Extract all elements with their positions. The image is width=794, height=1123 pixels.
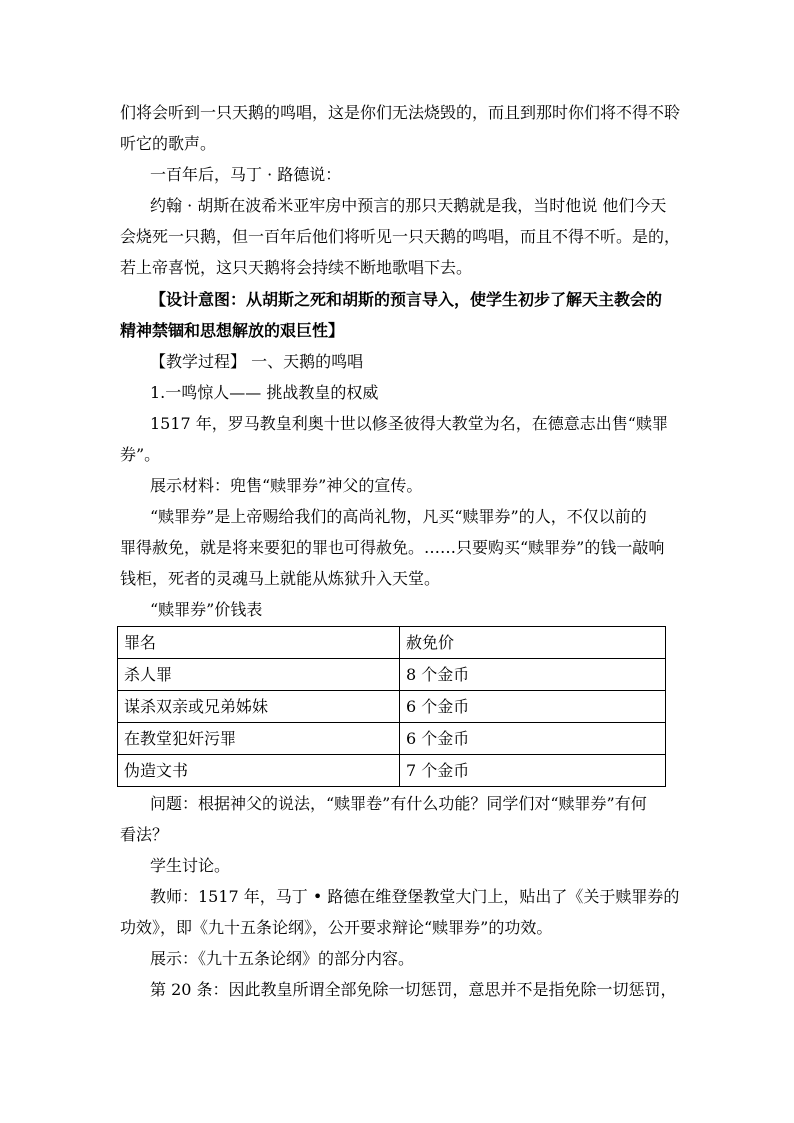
paragraph-line: 1517 年，罗马教皇利奥十世以修圣彼得大教堂为名，在德意志出售“赎罪	[150, 414, 668, 433]
paragraph-line: 券”。	[120, 445, 161, 464]
table-cell: 6 个金币	[400, 691, 666, 723]
quote-line: 钱柜，死者的灵魂马上就能从炼狱升入天堂。	[120, 569, 441, 588]
question-line: 看法？	[120, 825, 169, 844]
table-header-row	[118, 627, 666, 659]
table-row	[118, 755, 666, 787]
paragraph-line: 展示材料：兜售“赎罪券”神父的宣传。	[150, 476, 423, 495]
paragraph-line: 一百年后，马丁 · 路德说：	[150, 165, 342, 184]
quote-line: 约翰 · 胡斯在波希米亚牢房中预言的那只天鹅就是我，当时他说 他们今天	[150, 196, 667, 215]
price-table	[117, 626, 666, 787]
quote-line: 罪得赦免，就是将来要犯的罪也可得赦免。……只要购买“赎罪券”的钱一敲响	[120, 538, 665, 557]
subsection-heading: 1.一鸣惊人—— 挑战教皇的权威	[150, 383, 379, 402]
table-caption: “赎罪券”价钱表	[150, 600, 263, 619]
table-row	[118, 723, 666, 755]
paragraph-line: 第 20 条：因此教皇所谓全部免除一切惩罚，意思并不是指免除一切惩罚，	[150, 980, 677, 999]
quote-line: 若上帝喜悦，这只天鹅将会持续不断地歌唱下去。	[120, 258, 473, 277]
table-cell: 在教堂犯奸污罪	[118, 723, 400, 755]
quote-line: “赎罪券”是上帝赐给我们的高尚礼物，凡买“赎罪券”的人，不仅以前的	[150, 507, 647, 526]
paragraph-line: 功效》，即《九十五条论纲》，公开要求辩论“赎罪券”的功效。	[120, 918, 553, 937]
paragraph-line: 学生讨论。	[150, 856, 231, 875]
paragraph-line: 听它的歌声。	[120, 134, 217, 153]
table-cell: 6 个金币	[400, 723, 666, 755]
table-row	[118, 691, 666, 723]
design-intent-line: 【设计意图：从胡斯之死和胡斯的预言导入，使学生初步了解天主教会的	[150, 290, 663, 309]
design-intent-line: 精神禁锢和思想解放的艰巨性】	[120, 321, 345, 340]
table-cell: 谋杀双亲或兄弟姊妹	[118, 691, 400, 723]
table-row	[118, 659, 666, 691]
table-cell: 杀人罪	[118, 659, 400, 691]
table-cell: 8 个金币	[400, 659, 666, 691]
table-cell: 伪造文书	[118, 755, 400, 787]
table-header-cell: 赦免价	[400, 627, 666, 659]
quote-line: 会烧死一只鹅，但一百年后他们将听见一只天鹅的鸣唱，而且不得不听。是的，	[120, 227, 681, 246]
table-cell: 7 个金币	[400, 755, 666, 787]
paragraph-line: 们将会听到一只天鹅的鸣唱，这是你们无法烧毁的，而且到那时你们将不得不聆	[120, 103, 681, 122]
paragraph-line: 展示：《九十五条论纲》的部分内容。	[150, 949, 415, 968]
table-header-cell: 罪名	[118, 627, 400, 659]
section-heading: 【教学过程】 一、天鹅的鸣唱	[150, 352, 364, 371]
paragraph-line: 教师：1517 年，马丁 • 路德在维登堡教堂大门上，贴出了《关于赎罪券的	[150, 887, 680, 906]
question-line: 问题：根据神父的说法，“赎罪卷”有什么功能？同学们对“赎罪券”有何	[150, 794, 647, 813]
